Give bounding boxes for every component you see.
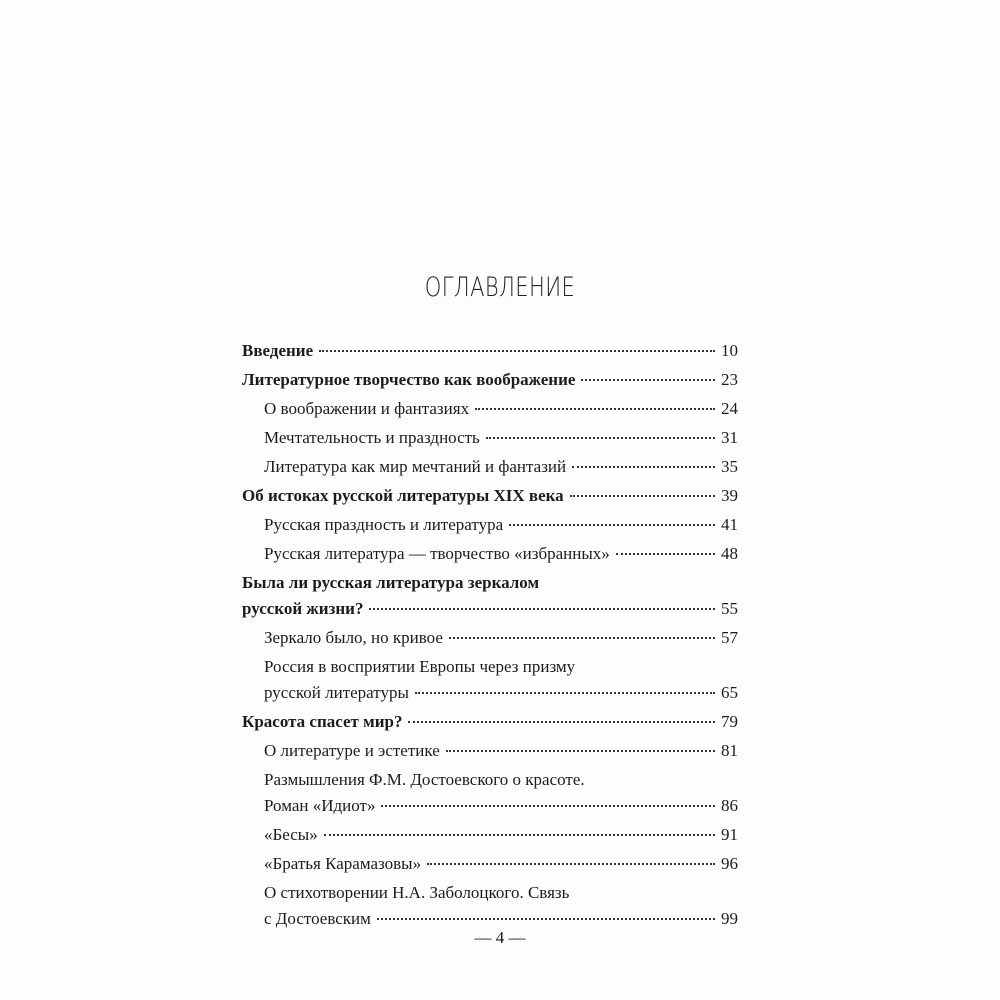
dot-leader xyxy=(475,408,715,410)
toc-entry-title: Красота спасет мир? xyxy=(242,712,403,731)
toc-entry xyxy=(242,454,738,480)
toc-entry xyxy=(242,338,738,364)
dot-leader xyxy=(369,608,715,610)
dot-leader xyxy=(570,495,715,497)
toc-entry-title: Русская литература — творчество «избранных» xyxy=(264,544,610,563)
toc-entry-page: 96 xyxy=(721,854,738,873)
toc-entry-page: 10 xyxy=(721,341,738,360)
toc-entry xyxy=(242,367,738,393)
toc-entry-page: 99 xyxy=(721,909,738,928)
dot-leader xyxy=(581,379,715,381)
table-of-contents xyxy=(242,338,738,935)
toc-entry xyxy=(242,512,738,538)
toc-entry-page: 57 xyxy=(721,628,738,647)
toc-entry-title: «Бесы» xyxy=(264,825,318,844)
toc-entry-title: Литературное творчество как воображение xyxy=(242,370,576,389)
dot-leader xyxy=(572,466,715,468)
toc-entry-title: с Достоевским xyxy=(264,909,371,928)
toc-entry-title: Литература как мир мечтаний и фантазий xyxy=(264,457,567,476)
toc-entry xyxy=(242,425,738,451)
toc-entry xyxy=(242,880,738,932)
toc-entry-page: 86 xyxy=(721,796,738,815)
toc-entry-title-line: О стихотворении Н.А. Заболоцкого. Связь xyxy=(264,883,570,902)
dot-leader xyxy=(427,863,715,865)
toc-entry-title: О воображении и фантазиях xyxy=(264,399,470,418)
toc-entry-title: Зеркало было, но кривое xyxy=(264,628,443,647)
toc-entry xyxy=(242,541,738,567)
toc-entry xyxy=(242,851,738,877)
toc-entry-page: 48 xyxy=(721,544,738,563)
toc-entry-title: О литературе и эстетике xyxy=(264,741,440,760)
toc-entry xyxy=(242,709,738,735)
toc-entry-title-line: Россия в восприятии Европы через призму xyxy=(264,657,576,676)
toc-entry-title: Введение xyxy=(242,341,314,360)
toc-entry-title: «Братья Карамазовы» xyxy=(264,854,422,873)
dot-leader xyxy=(446,750,715,752)
toc-entry-page: 65 xyxy=(721,683,738,702)
toc-entry xyxy=(242,654,738,706)
toc-entry-title: Роман «Идиот» xyxy=(264,796,376,815)
toc-entry-title: Об истоках русской литературы XIX века xyxy=(242,486,564,505)
page-title: ОГЛАВЛЕНИЕ xyxy=(424,272,576,303)
toc-entry-page: 91 xyxy=(721,825,738,844)
toc-entry xyxy=(242,767,738,819)
toc-entry xyxy=(242,396,738,422)
toc-entry-title-line: Размышления Ф.М. Достоевского о красоте. xyxy=(264,770,585,789)
dot-leader xyxy=(449,637,715,639)
dot-leader xyxy=(408,721,715,723)
toc-entry xyxy=(242,483,738,509)
toc-entry-page: 39 xyxy=(721,486,738,505)
dot-leader xyxy=(616,553,715,555)
toc-entry-page: 24 xyxy=(721,399,738,418)
dot-leader xyxy=(319,350,715,352)
toc-entry-page: 23 xyxy=(721,370,738,389)
toc-entry-title-line: Была ли русская литература зеркалом xyxy=(242,573,540,592)
toc-entry-title: Русская праздность и литература xyxy=(264,515,504,534)
toc-entry-page: 81 xyxy=(721,741,738,760)
dot-leader xyxy=(486,437,715,439)
toc-entry-page: 55 xyxy=(721,599,738,618)
toc-entry xyxy=(242,822,738,848)
toc-entry-page: 79 xyxy=(721,712,738,731)
toc-entry xyxy=(242,738,738,764)
toc-entry-title: русской литературы xyxy=(264,683,409,702)
toc-entry-page: 41 xyxy=(721,515,738,534)
dot-leader xyxy=(324,834,715,836)
dot-leader xyxy=(381,805,715,807)
page-number: — 4 — xyxy=(474,928,526,947)
toc-entry-page: 31 xyxy=(721,428,738,447)
toc-entry-title: Мечтательность и праздность xyxy=(264,428,480,447)
dot-leader xyxy=(377,918,715,920)
dot-leader xyxy=(509,524,715,526)
toc-entry-title: русской жизни? xyxy=(242,599,364,618)
dot-leader xyxy=(415,692,715,694)
toc-entry-page: 35 xyxy=(721,457,738,476)
toc-entry xyxy=(242,625,738,651)
toc-entry xyxy=(242,570,738,622)
